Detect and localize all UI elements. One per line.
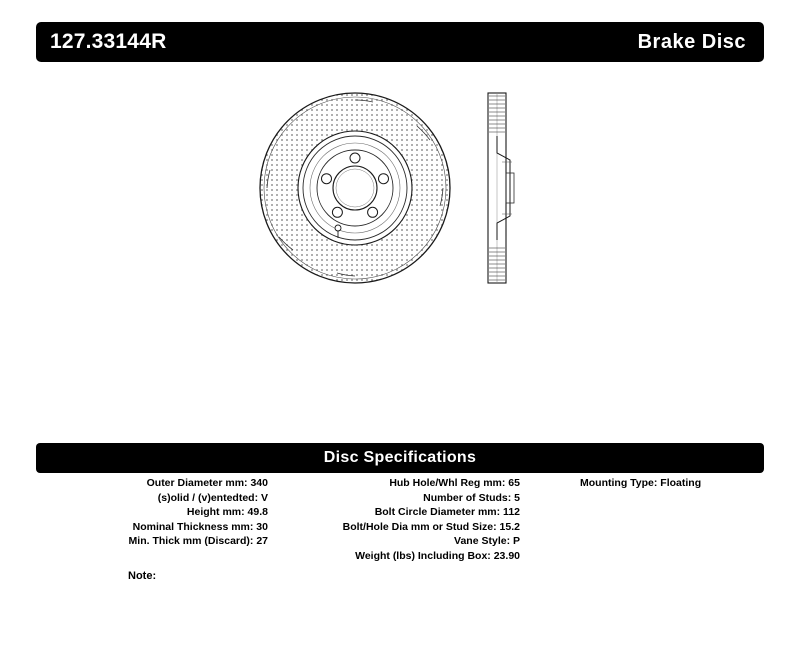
spec-item: Hub Hole/Whl Reg mm: 65 — [389, 477, 520, 489]
spec-item: Bolt Circle Diameter mm: 112 — [374, 506, 520, 519]
rotor-face-view — [250, 78, 465, 298]
spec-column-middle — [276, 476, 520, 564]
spec-table — [36, 476, 764, 566]
spec-item: Min. Thick mm (Discard): 27 — [128, 535, 268, 548]
part-number: 127.33144R — [50, 30, 167, 53]
spec-column-right — [534, 476, 764, 491]
spec-item: Weight (lbs) Including Box: 23.90 — [355, 549, 520, 562]
spec-item: Height mm: 49.8 — [186, 506, 268, 519]
spec-item: Outer Diameter mm: 340 — [146, 477, 268, 489]
note-label: Note: — [128, 570, 157, 582]
spec-header-title: Disc Specifications — [323, 449, 477, 466]
rotor-edge-view — [488, 93, 514, 283]
spec-item: (s)olid / (v)entedted: V — [157, 491, 268, 504]
spec-item: Bolt/Hole Dia mm or Stud Size: 15.2 — [342, 520, 520, 533]
spec-column-left — [36, 476, 268, 549]
spec-item: Mounting Type: Floating — [580, 477, 702, 489]
spec-item: Number of Studs: 5 — [423, 491, 520, 504]
header-bar — [36, 22, 764, 62]
spec-header-bar — [36, 443, 764, 473]
spec-item: Nominal Thickness mm: 30 — [132, 520, 268, 533]
page-title: Brake Disc — [637, 30, 746, 53]
note-row — [128, 570, 156, 582]
rotor-drawing — [250, 78, 570, 298]
spec-item: Vane Style: P — [454, 535, 520, 548]
rotor-drawing-svg — [250, 78, 570, 298]
